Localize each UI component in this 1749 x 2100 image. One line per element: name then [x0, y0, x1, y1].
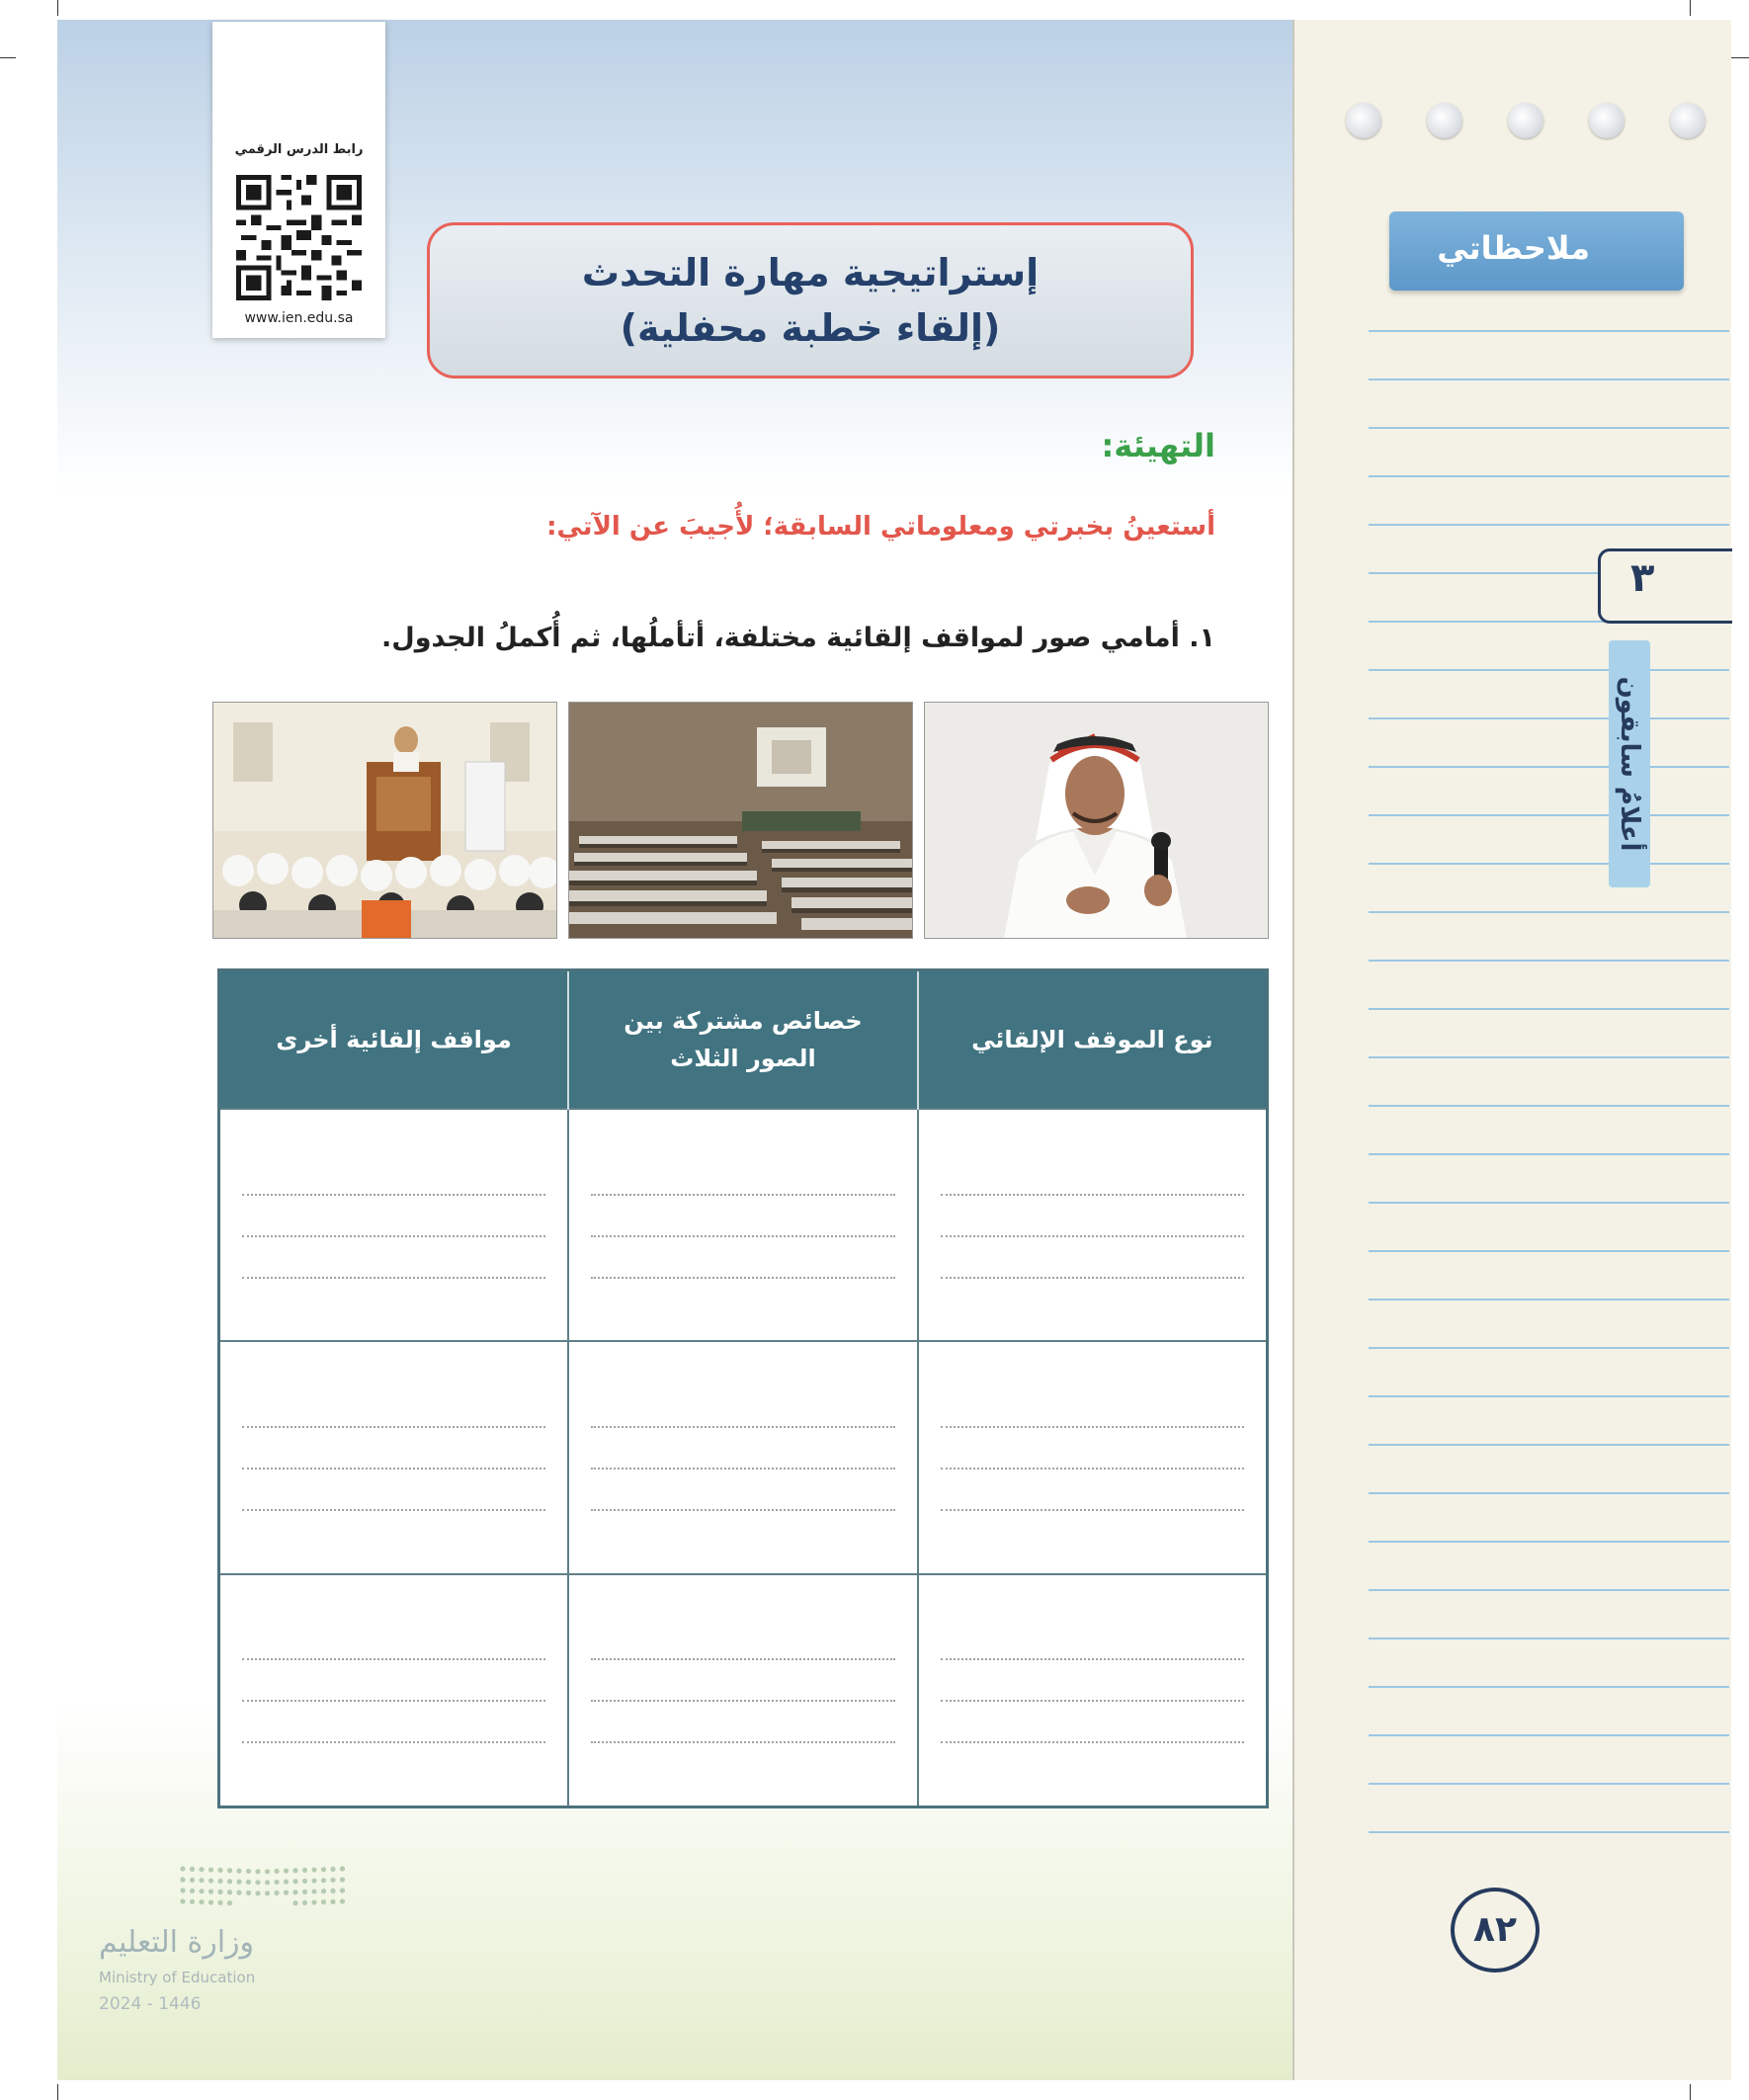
answer-line[interactable] [941, 1487, 1244, 1511]
notes-rule-line [1369, 960, 1729, 962]
notes-rule-line [1369, 427, 1729, 429]
logo-dot [180, 1898, 185, 1903]
logo-dot [302, 1890, 307, 1894]
notes-rule-line [1369, 1202, 1729, 1204]
notes-rule-line [1369, 1783, 1729, 1785]
logo-dot [180, 1866, 185, 1871]
notes-rule-line [1369, 1638, 1729, 1639]
answer-line[interactable] [591, 1255, 895, 1279]
answer-line[interactable] [941, 1214, 1244, 1237]
photo-conference-hall [568, 702, 913, 939]
ministry-year: 2024 - 1446 [99, 1994, 202, 2014]
ministry-logo-icon [178, 1863, 351, 1910]
logo-dot [284, 1869, 289, 1874]
crop-mark [57, 2084, 58, 2100]
notes-rule-line [1369, 717, 1729, 719]
logo-dot [274, 1880, 279, 1885]
notes-rule-line [1369, 378, 1729, 380]
table-row [219, 1109, 1268, 1341]
logo-dot [217, 1868, 222, 1873]
answer-line[interactable] [941, 1172, 1244, 1196]
answer-line[interactable] [591, 1214, 895, 1237]
notes-rule-line [1369, 1347, 1729, 1349]
logo-dot [227, 1900, 232, 1905]
logo-dot [311, 1867, 316, 1872]
notes-rule-line [1369, 475, 1729, 477]
answer-line[interactable] [941, 1255, 1244, 1279]
logo-dot [208, 1878, 213, 1883]
logo-dot [292, 1900, 297, 1905]
logo-dot [236, 1869, 241, 1874]
answer-cell[interactable] [568, 1341, 918, 1573]
notes-rule-line [1369, 1444, 1729, 1446]
notes-tab [1389, 211, 1684, 291]
notes-rule-line [1369, 1686, 1729, 1688]
logo-dot [236, 1880, 241, 1885]
notes-rule-line [1369, 1589, 1729, 1591]
lesson-title: إستراتيجية مهارة التحدث [581, 251, 1040, 294]
photo-speaker-with-microphone [924, 702, 1269, 939]
answer-cell[interactable] [219, 1574, 569, 1807]
logo-dot [190, 1899, 195, 1904]
notes-rule-line [1369, 863, 1729, 865]
answer-line[interactable] [242, 1404, 545, 1428]
logo-dot [321, 1878, 326, 1883]
logo-dot [284, 1890, 289, 1895]
answer-cell[interactable] [918, 1341, 1268, 1573]
logo-dot [321, 1889, 326, 1893]
logo-dot [199, 1889, 204, 1893]
logo-dot [302, 1879, 307, 1884]
answer-line[interactable] [242, 1637, 545, 1660]
binder-ring-icon [1508, 103, 1543, 138]
notes-rule-line [1369, 911, 1729, 913]
crop-mark [1690, 2084, 1691, 2100]
logo-dot [302, 1868, 307, 1873]
answer-line[interactable] [591, 1404, 895, 1428]
notes-rule-line [1369, 524, 1729, 526]
answer-line[interactable] [591, 1446, 895, 1470]
logo-dot [217, 1890, 222, 1894]
warmup-prompt: أستعينُ بخبرتي ومعلوماتي السابقة؛ لأُجيبَ عن الآتي: [546, 512, 1215, 542]
qr-code-icon[interactable] [236, 175, 362, 300]
answer-line[interactable] [941, 1678, 1244, 1702]
notes-rule-line [1369, 1831, 1729, 1833]
logo-dot [292, 1890, 297, 1894]
crop-mark [57, 0, 58, 16]
crop-mark [0, 57, 16, 58]
logo-dot [311, 1878, 316, 1883]
logo-dot [208, 1899, 213, 1904]
qr-label: رابط الدرس الرقمي [234, 142, 364, 157]
notes-rule-line [1369, 1250, 1729, 1252]
logo-dot [180, 1877, 185, 1882]
logo-dot [340, 1898, 345, 1903]
logo-dot [311, 1889, 316, 1893]
warmup-heading: التهيئة: [1101, 427, 1215, 464]
binder-ring-icon [1670, 103, 1706, 138]
unit-number-box [1598, 548, 1732, 624]
column-header-situation-type: نوع الموقف الإلقائي [918, 970, 1268, 1110]
page-number: ٨٢ [1451, 1888, 1540, 1973]
logo-dot [199, 1878, 204, 1883]
logo-dot [199, 1867, 204, 1872]
logo-dot [311, 1899, 316, 1904]
unit-ribbon [1609, 640, 1650, 887]
answer-line[interactable] [941, 1404, 1244, 1428]
answer-cell[interactable] [219, 1109, 569, 1341]
column-header-common-traits: خصائص مشتركة بين الصور الثلاث [568, 970, 918, 1110]
answer-line[interactable] [242, 1255, 545, 1279]
answer-line[interactable] [242, 1214, 545, 1237]
answer-line[interactable] [242, 1678, 545, 1702]
notes-rule-line [1369, 330, 1729, 332]
lesson-subtitle: (إلقاء خطبة محفلية) [620, 306, 1001, 350]
logo-dot [265, 1890, 270, 1895]
binder-ring-icon [1427, 103, 1462, 138]
logo-dot [265, 1869, 270, 1874]
answer-line[interactable] [242, 1446, 545, 1470]
answer-line[interactable] [242, 1720, 545, 1743]
notes-rule-line [1369, 1008, 1729, 1010]
crop-mark [1731, 57, 1749, 58]
answer-line[interactable] [591, 1637, 895, 1660]
answer-cell[interactable] [918, 1574, 1268, 1807]
logo-dot [330, 1889, 335, 1893]
logo-dot [227, 1868, 232, 1873]
logo-dot [208, 1889, 213, 1893]
notes-rule-line [1369, 669, 1729, 671]
logo-dot [330, 1867, 335, 1872]
logo-dot [330, 1878, 335, 1883]
logo-dot [255, 1880, 260, 1885]
notes-rule-line [1369, 766, 1729, 768]
crop-mark [1690, 0, 1691, 16]
ministry-name-arabic: وزارة التعليم [99, 1925, 255, 1960]
ministry-name-english: Ministry of Education [99, 1969, 256, 1986]
photo-mosque-sermon [212, 702, 557, 939]
logo-dot [255, 1890, 260, 1895]
binder-ring-icon [1589, 103, 1624, 138]
notes-rule-line [1369, 1105, 1729, 1107]
binder-ring-icon [1346, 103, 1381, 138]
logo-dot [246, 1880, 251, 1885]
notes-rule-line [1369, 1153, 1729, 1155]
answer-line[interactable] [591, 1172, 895, 1196]
question-1: ١. أمامي صور لمواقف إلقائية مختلفة، أتأملُها، ثم أُكملُ الجدول. [381, 623, 1215, 653]
table-row [219, 1341, 1268, 1573]
logo-dot [180, 1888, 185, 1892]
answer-line[interactable] [941, 1637, 1244, 1660]
logo-dot [190, 1878, 195, 1883]
logo-dot [292, 1879, 297, 1884]
answer-line[interactable] [941, 1720, 1244, 1743]
logo-dot [255, 1869, 260, 1874]
answer-cell[interactable] [568, 1574, 918, 1807]
logo-dot [227, 1879, 232, 1884]
logo-dot [340, 1866, 345, 1871]
qr-url[interactable]: www.ien.edu.sa [244, 310, 354, 326]
answer-cell[interactable] [568, 1109, 918, 1341]
answer-cell[interactable] [918, 1109, 1268, 1341]
column-header-other-situations: مواقف إلقائية أخرى [219, 970, 569, 1110]
logo-dot [265, 1880, 270, 1885]
logo-dot [274, 1869, 279, 1874]
logo-dot [199, 1899, 204, 1904]
logo-dot [321, 1867, 326, 1872]
unit-ribbon-text: أعلامُ سابقون [1615, 676, 1644, 852]
logo-dot [227, 1890, 232, 1894]
logo-dot [340, 1877, 345, 1882]
notes-rule-line [1369, 1395, 1729, 1397]
answer-line[interactable] [941, 1446, 1244, 1470]
answer-cell[interactable] [219, 1341, 569, 1573]
notes-rule-line [1369, 1056, 1729, 1058]
logo-dot [246, 1890, 251, 1895]
logo-dot [321, 1899, 326, 1904]
answer-line[interactable] [242, 1172, 545, 1196]
qr-card[interactable] [212, 22, 385, 338]
logo-dot [190, 1889, 195, 1893]
logo-dot [284, 1880, 289, 1885]
notes-panel [1292, 20, 1731, 2080]
logo-dot [274, 1890, 279, 1895]
logo-dot [340, 1888, 345, 1892]
answer-line[interactable] [591, 1487, 895, 1511]
logo-dot [330, 1899, 335, 1904]
logo-dot [208, 1867, 213, 1872]
unit-number: ٣ [1630, 555, 1655, 601]
notes-tab-label: ملاحظاتي [1437, 229, 1590, 267]
logo-dot [217, 1879, 222, 1884]
logo-dot [217, 1900, 222, 1905]
table-row [219, 1574, 1268, 1807]
notes-rule-line [1369, 1541, 1729, 1543]
logo-dot [302, 1900, 307, 1905]
lesson-title-box [427, 222, 1194, 378]
logo-dot [236, 1890, 241, 1895]
logo-dot [190, 1867, 195, 1872]
notes-rule-line [1369, 1299, 1729, 1301]
notes-rule-line [1369, 1492, 1729, 1494]
answer-table [217, 968, 1269, 1808]
notes-rule-line [1369, 1734, 1729, 1736]
answer-line[interactable] [591, 1678, 895, 1702]
logo-dot [246, 1869, 251, 1874]
notes-rule-line [1369, 814, 1729, 816]
answer-line[interactable] [591, 1720, 895, 1743]
answer-line[interactable] [242, 1487, 545, 1511]
logo-dot [292, 1868, 297, 1873]
